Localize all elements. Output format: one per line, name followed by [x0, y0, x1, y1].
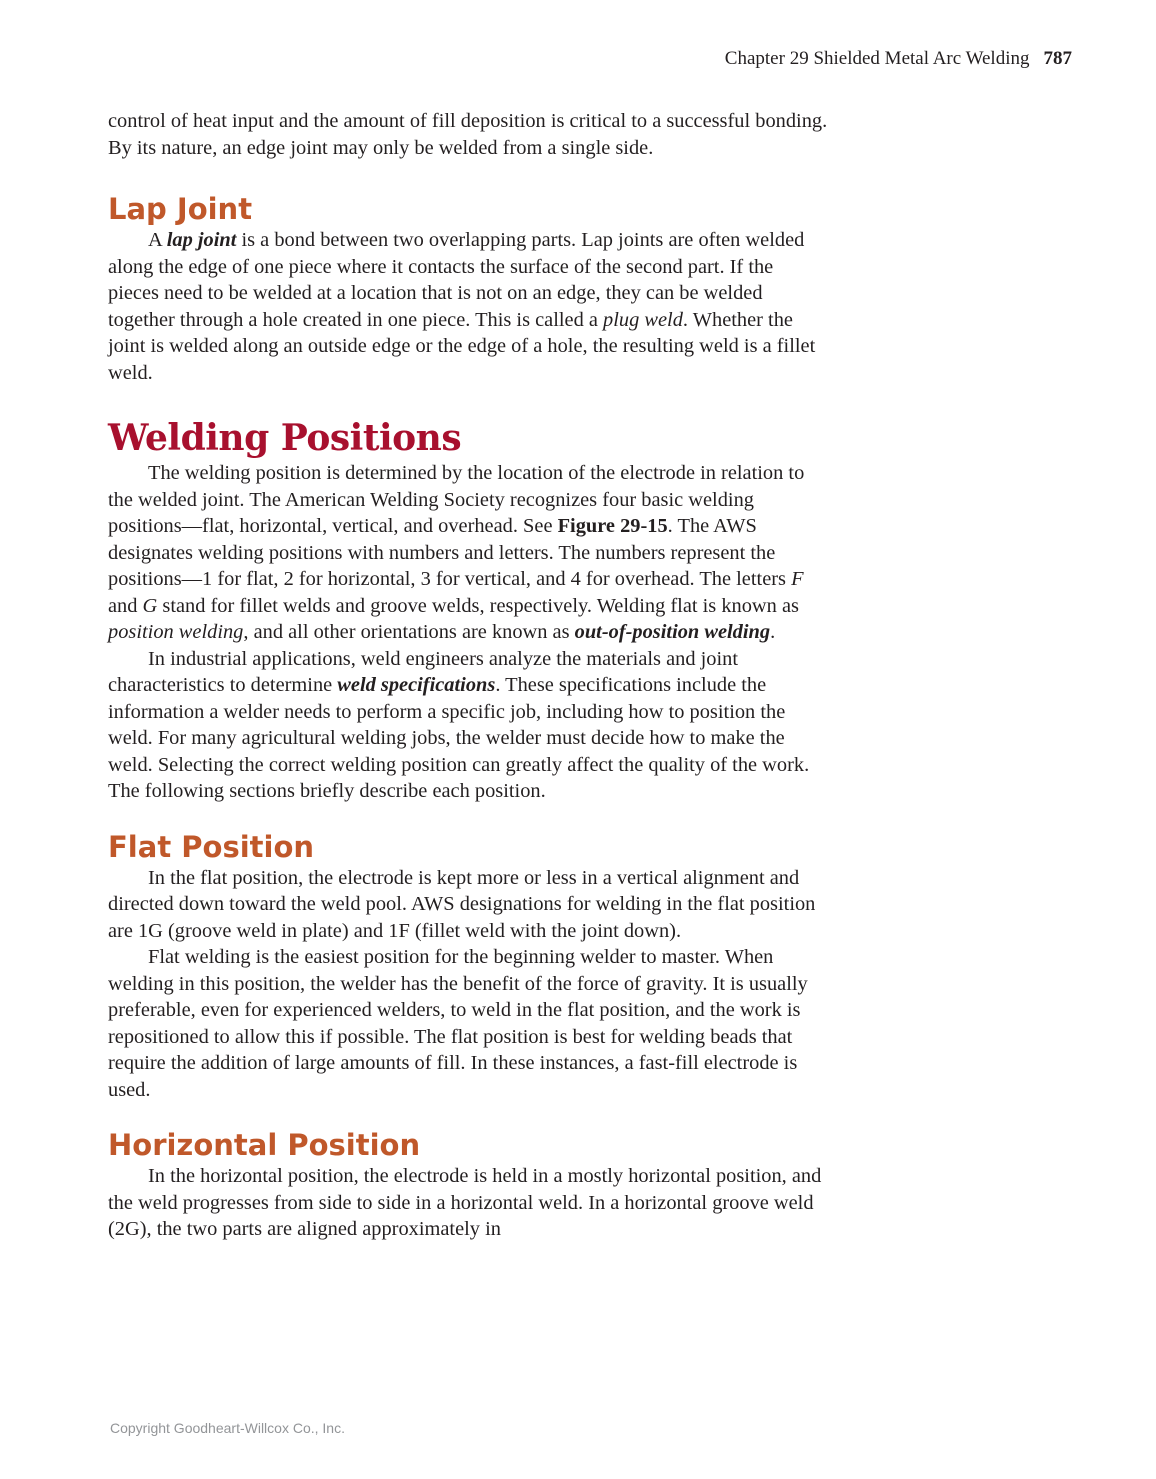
welding-positions-paragraph-2: In industrial applications, weld engineers analyze the materials and joint characteristics to determine weld specifications. These specifications include the information a welder needs to perform a specific job, including how to position the weld. For many agricultural welding jobs, the welder must decide how to make the weld. Selecting the correct welding position can greatly affect the quality of the work. The following sections briefly describe each position.: [108, 647, 810, 802]
heading-flat-position: Flat Position: [108, 829, 315, 864]
intro-paragraph: control of heat input and the amount of fill deposition is critical to a successful bonding. By its nature, an edge joint may only be welded from a single side.: [108, 110, 828, 159]
welding-positions-paragraph-1: The welding position is determined by the location of the electrode in relation to the welded joint. The American Welding Society recognizes four basic welding positions—flat, horizontal, vertical, and overhead. See Figure 29-15. The AWS designates welding positions with numbers and letters. The numbers represent the positions—1 for flat, 2 for horizontal, 3 for vertical, and 4 for overhead. The letters F and G stand for fillet welds and groove welds, respectively. Welding flat is known as position welding, and all other orientations are known as out-of-position welding.: [108, 462, 805, 643]
flat-position-paragraph-1: In the flat position, the electrode is kept more or less in a vertical alignment and directed down toward the weld pool. AWS designations for welding in the flat position are 1G (groove weld in plate) and 1F (fillet weld with the joint down).: [108, 866, 816, 942]
copyright-footer: Copyright Goodheart-Willcox Co., Inc.: [110, 1420, 345, 1436]
heading-horizontal-position: Horizontal Position: [108, 1128, 421, 1162]
term-plug-weld: plug weld: [603, 308, 683, 331]
lap-joint-paragraph: A lap joint is a bond between two overlapping parts. Lap joints are often welded along the edge of one piece where it contacts the surface of the second part. If the pieces need to be welded at a location that is not on an edge, they can be welded together through a hole created in one piece. This is called a plug weld. Whether the joint is welded along an outside edge or the edge of a hole, the resulting weld is a fillet weld.: [108, 229, 816, 384]
horizontal-position-paragraph-1: In the horizontal position, the electrode is held in a mostly horizontal position, and the weld progresses from side to side in a horizontal weld. In a horizontal groove weld (2G), the two parts are aligned approximately in: [108, 1165, 822, 1240]
term-lap-joint: lap joint: [166, 229, 237, 251]
figure-reference: Figure 29-15: [557, 515, 668, 537]
term-weld-specifications: weld specifications: [337, 674, 496, 696]
heading-lap-joint: Lap Joint: [108, 192, 253, 226]
heading-welding-positions: Welding Positions: [108, 417, 462, 459]
page-number: 787: [1043, 48, 1072, 69]
page-content: [108, 108, 828, 1243]
flat-position-paragraph-2: Flat welding is the easiest position for the beginning welder to master. When welding in this position, the welder has the benefit of the force of gravity. It is usually preferable, even for experienced welders, to weld in the flat position, and the work is repositioned to allow this if possible. The flat position is best for welding beads that require the addition of large amounts of fill. In these instances, a fast-fill electrode is used.: [108, 946, 808, 1101]
term-out-of-position-welding: out-of-position welding: [574, 621, 771, 643]
running-head: [725, 48, 1072, 70]
chapter-title: Chapter 29 Shielded Metal Arc Welding: [724, 48, 1030, 69]
term-position-welding: position welding: [108, 621, 244, 643]
